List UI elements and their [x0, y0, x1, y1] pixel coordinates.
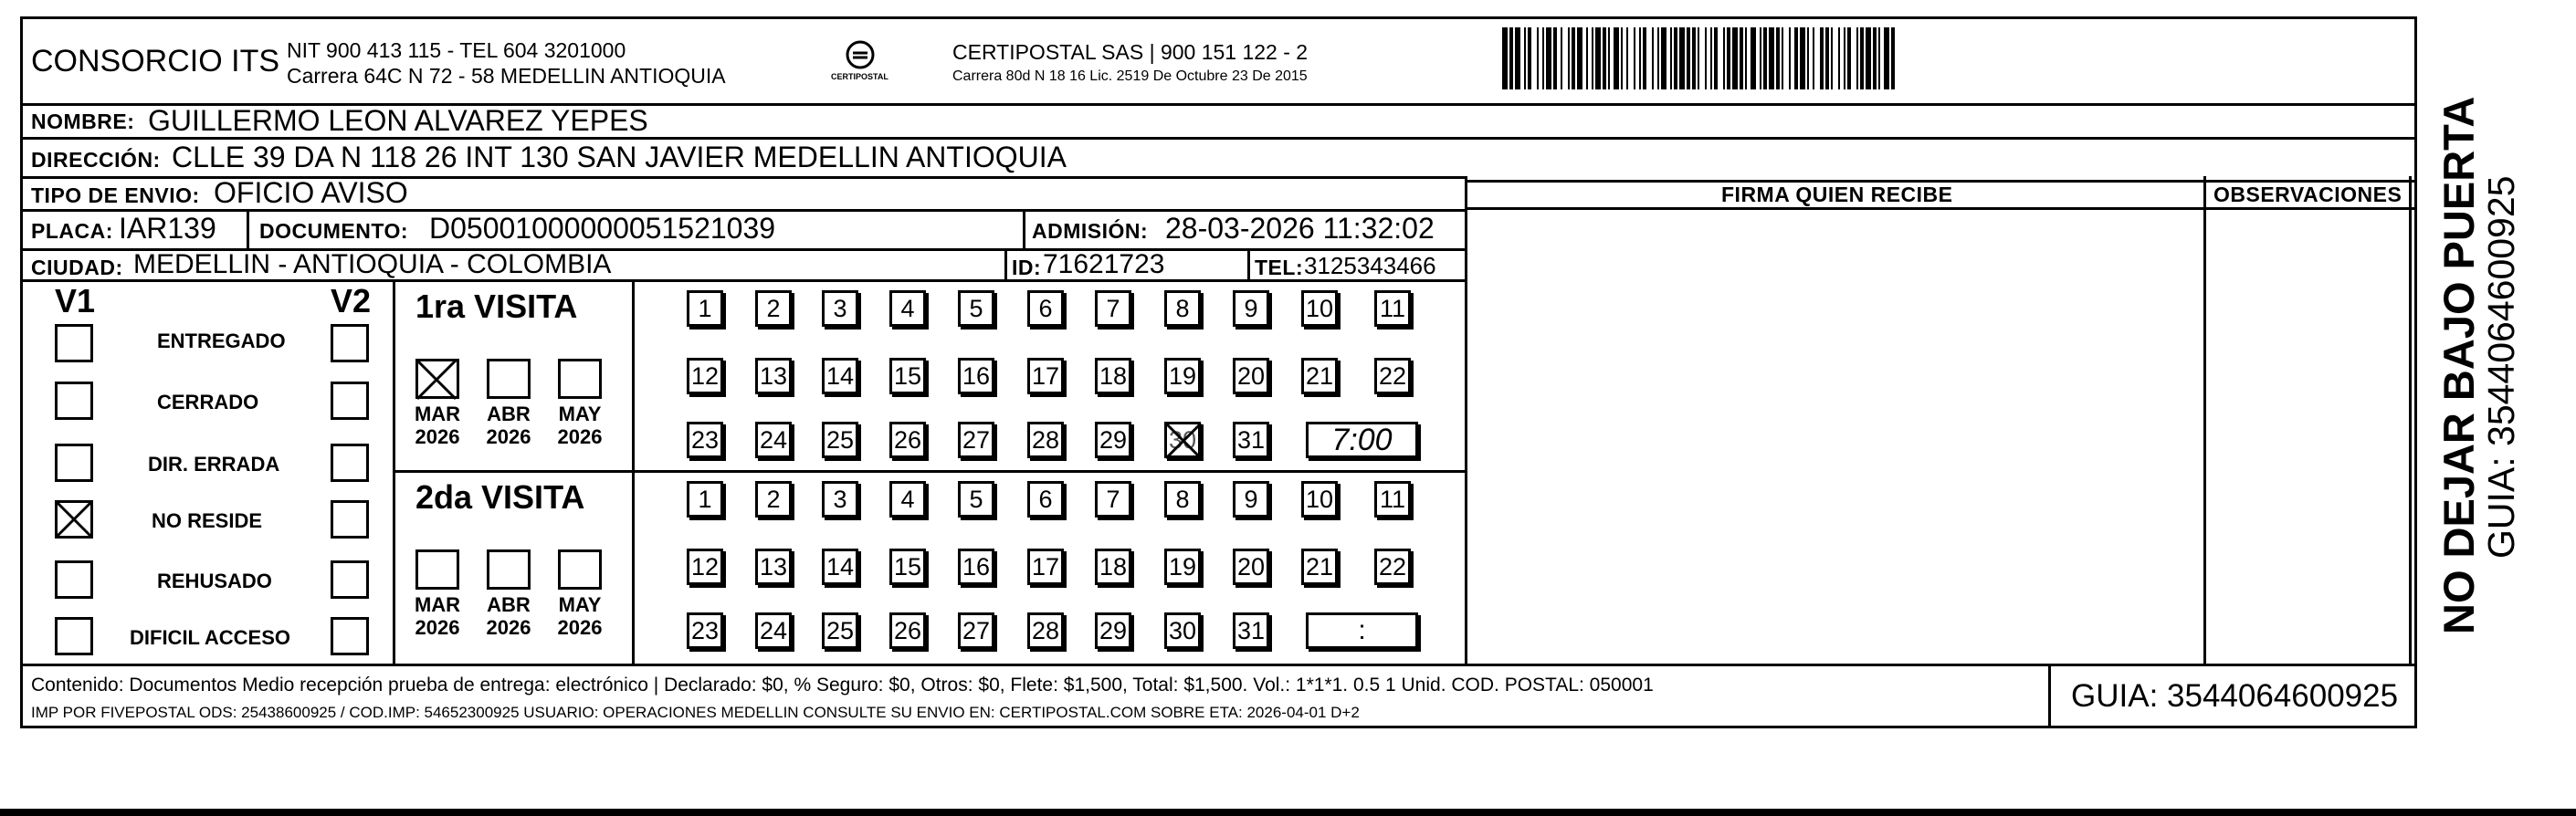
tel-divider: [1247, 248, 1250, 279]
day-box[interactable]: 14: [822, 549, 858, 585]
reason-label: DIFICIL ACCESO: [130, 626, 291, 649]
visit-title: 2da VISITA: [415, 478, 585, 516]
v1-reason-checkbox[interactable]: [55, 382, 93, 420]
day-box[interactable]: 10: [1301, 481, 1338, 518]
v2-reason-checkbox[interactable]: [331, 500, 369, 539]
footer-divider: [20, 664, 2417, 666]
day-box[interactable]: 18: [1095, 358, 1131, 394]
day-box[interactable]: 22: [1374, 358, 1411, 394]
day-box[interactable]: 3: [822, 290, 858, 327]
month-checkbox[interactable]: [487, 359, 531, 399]
day-box[interactable]: 8: [1164, 481, 1201, 518]
v1-reason-checkbox[interactable]: [55, 324, 93, 362]
nombre-label: NOMBRE:: [31, 110, 135, 133]
day-box[interactable]: 16: [958, 549, 994, 585]
month-label: MAR: [414, 403, 461, 425]
day-box[interactable]: 6: [1027, 290, 1064, 327]
ciudad-label: CIUDAD:: [31, 256, 123, 279]
day-box[interactable]: 15: [889, 549, 926, 585]
day-box[interactable]: 4: [889, 290, 926, 327]
day-box[interactable]: 23: [687, 612, 723, 649]
tel-label: TEL:: [1255, 256, 1304, 279]
v1-reason-checkbox[interactable]: [55, 560, 93, 599]
day-box[interactable]: 5: [958, 481, 994, 518]
reason-label: NO RESIDE: [152, 509, 263, 532]
id-divider: [1004, 248, 1007, 279]
day-box[interactable]: 5: [958, 290, 994, 327]
v1-header: V1: [55, 282, 96, 319]
day-box[interactable]: 21: [1301, 358, 1338, 394]
row-divider: [20, 279, 1465, 282]
documento-label: DOCUMENTO:: [259, 219, 409, 243]
day-box[interactable]: 14: [822, 358, 858, 394]
direccion-label: DIRECCIÓN:: [31, 148, 161, 172]
side-warning: NO DEJAR BAJO PUERTA: [2434, 96, 2483, 634]
id-label: ID:: [1012, 256, 1042, 279]
day-box[interactable]: 17: [1027, 549, 1064, 585]
sender-address: Carrera 64C N 72 - 58 MEDELLIN ANTIOQUIA: [287, 64, 726, 88]
id-value: 71621723: [1043, 249, 1165, 279]
day-box[interactable]: 7: [1095, 290, 1131, 327]
ciudad-value: MEDELLIN - ANTIOQUIA - COLOMBIA: [133, 249, 612, 279]
day-box[interactable]: 20: [1233, 358, 1269, 394]
month-checkbox[interactable]: [558, 549, 602, 590]
month-label: ABR: [487, 403, 531, 425]
day-box[interactable]: 18: [1095, 549, 1131, 585]
day-box[interactable]: 26: [889, 612, 926, 649]
tipo-envio-value: OFICIO AVISO: [214, 176, 408, 209]
day-box[interactable]: 11: [1374, 481, 1411, 518]
year-label: 2026: [486, 616, 531, 639]
year-label: 2026: [415, 425, 460, 448]
year-label: 2026: [486, 425, 531, 448]
day-box[interactable]: 16: [958, 358, 994, 394]
sender-nit: NIT 900 413 115 - TEL 604 3201000: [287, 38, 626, 62]
bottom-band: [0, 809, 2576, 816]
side-guia: GUIA: 3544064600925: [2480, 175, 2522, 559]
month-checkbox[interactable]: [415, 549, 459, 590]
day-box[interactable]: 30: [1164, 612, 1201, 649]
day-box[interactable]: 7: [1095, 481, 1131, 518]
row-divider: [20, 137, 2417, 140]
admision-value: 28-03-2026 11:32:02: [1165, 212, 1435, 245]
day-box[interactable]: 11: [1374, 290, 1411, 327]
v2-reason-checkbox[interactable]: [331, 560, 369, 599]
day-box[interactable]: 31: [1233, 422, 1269, 458]
placa-value: IAR139: [119, 212, 216, 245]
documento-value: D05001000000051521039: [429, 212, 776, 245]
day-box[interactable]: 25: [822, 612, 858, 649]
day-box[interactable]: 23: [687, 422, 723, 458]
v2-reason-checkbox[interactable]: [331, 444, 369, 482]
day-box[interactable]: 13: [755, 549, 792, 585]
month-mark-icon: [414, 357, 459, 403]
carrier-line-1: CERTIPOSTAL SAS | 900 151 122 - 2: [952, 40, 1309, 64]
observaciones-column-divider: [2203, 176, 2206, 664]
placa-label: PLACA:: [31, 219, 113, 243]
day-box[interactable]: 24: [755, 612, 792, 649]
footer-guia-divider: [2048, 664, 2051, 728]
nombre-value: GUILLERMO LEON ALVAREZ YEPES: [148, 104, 648, 137]
observaciones-header: OBSERVACIONES: [2213, 183, 2403, 206]
day-box[interactable]: 28: [1027, 612, 1064, 649]
direccion-value: CLLE 39 DA N 118 26 INT 130 SAN JAVIER MEDELLIN ANTIOQUIA: [172, 141, 1067, 173]
logo-text: CERTIPOSTAL: [831, 72, 888, 81]
placa-divider: [247, 209, 249, 248]
day-box[interactable]: 28: [1027, 422, 1064, 458]
admision-label: ADMISIÓN:: [1032, 219, 1149, 243]
time-box[interactable]: 7:00: [1306, 422, 1418, 458]
day-box[interactable]: 9: [1233, 481, 1269, 518]
month-checkbox[interactable]: [558, 359, 602, 399]
month-label: MAR: [414, 593, 461, 616]
day-box[interactable]: 9: [1233, 290, 1269, 327]
v2-reason-checkbox[interactable]: [331, 382, 369, 420]
day-box[interactable]: 19: [1164, 358, 1201, 394]
day-box[interactable]: 26: [889, 422, 926, 458]
reason-label: DIR. ERRADA: [148, 453, 280, 476]
day-box[interactable]: 21: [1301, 549, 1338, 585]
day-box[interactable]: 20: [1233, 549, 1269, 585]
month-checkbox[interactable]: [487, 549, 531, 590]
reason-label: REHUSADO: [157, 570, 272, 592]
day-box[interactable]: 15: [889, 358, 926, 394]
month-label: ABR: [487, 593, 531, 616]
year-label: 2026: [415, 616, 460, 639]
month-label: MAY: [558, 403, 602, 425]
year-label: 2026: [557, 425, 603, 448]
row-divider: [1465, 207, 2417, 210]
year-label: 2026: [557, 616, 603, 639]
observaciones-right-edge: [2409, 176, 2412, 664]
v2-reason-checkbox[interactable]: [331, 324, 369, 362]
v1-reason-mark-icon: [53, 498, 95, 540]
footer-imp: IMP POR FIVEPOSTAL ODS: 25438600925 / COD.IMP: 54652300925 USUARIO: OPERACIONES MEDELLIN CONSULTE SU ENVIO EN: CERTIPOSTAL.COM SOBRE ETA: 2026-04-01 D+2: [31, 704, 1360, 721]
v2-reason-checkbox[interactable]: [331, 617, 369, 655]
day-box[interactable]: 27: [958, 612, 994, 649]
day-box[interactable]: 13: [755, 358, 792, 394]
day-box[interactable]: 31: [1233, 612, 1269, 649]
footer-guia: GUIA: 3544064600925: [2071, 678, 2399, 714]
footer-contenido: Contenido: Documentos Medio recepción prueba de entrega: electrónico | Declarado: $0, % Seguro: $0, Otros: $0, Flete: $1,500, Total: $1,500. Vol.: 1*1*1. 0.5 1 Unid. COD. POSTAL: 050001: [31, 675, 1654, 696]
day-mark-icon: [1162, 420, 1204, 462]
day-box[interactable]: 19: [1164, 549, 1201, 585]
visit-title: 1ra VISITA: [415, 288, 578, 325]
reason-label: CERRADO: [157, 391, 259, 413]
day-box[interactable]: 3: [822, 481, 858, 518]
day-box[interactable]: 30: [1164, 422, 1201, 458]
visit-divider: [393, 470, 1465, 473]
day-box[interactable]: 1: [687, 290, 723, 327]
day-box[interactable]: 8: [1164, 290, 1201, 327]
day-box[interactable]: 2: [755, 290, 792, 327]
carrier-line-2: Carrera 80d N 18 16 Lic. 2519 De Octubre 23 De 2015: [952, 68, 1308, 84]
day-box[interactable]: 6: [1027, 481, 1064, 518]
firma-column-divider: [1465, 176, 1467, 664]
tel-value: 3125343466: [1304, 252, 1436, 279]
tipo-envio-label: TIPO DE ENVIO:: [31, 183, 200, 207]
sender-name: CONSORCIO ITS: [31, 44, 280, 78]
day-box[interactable]: 27: [958, 422, 994, 458]
time-box[interactable]: :: [1306, 612, 1418, 649]
day-box[interactable]: 4: [889, 481, 926, 518]
day-box[interactable]: 25: [822, 422, 858, 458]
day-box[interactable]: 1: [687, 481, 723, 518]
day-box[interactable]: 22: [1374, 549, 1411, 585]
firma-header: FIRMA QUIEN RECIBE: [1721, 183, 1953, 206]
day-box[interactable]: 29: [1095, 612, 1131, 649]
day-box[interactable]: 12: [687, 358, 723, 394]
v2-header: V2: [331, 282, 372, 319]
day-box[interactable]: 2: [755, 481, 792, 518]
month-label: MAY: [558, 593, 602, 616]
day-box[interactable]: 24: [755, 422, 792, 458]
reason-label: ENTREGADO: [157, 330, 286, 352]
day-box[interactable]: 29: [1095, 422, 1131, 458]
day-box[interactable]: 12: [687, 549, 723, 585]
v1-reason-checkbox[interactable]: [55, 617, 93, 655]
day-box[interactable]: 17: [1027, 358, 1064, 394]
day-box[interactable]: 10: [1301, 290, 1338, 327]
v1-reason-checkbox[interactable]: [55, 444, 93, 482]
admision-divider: [1023, 209, 1025, 248]
